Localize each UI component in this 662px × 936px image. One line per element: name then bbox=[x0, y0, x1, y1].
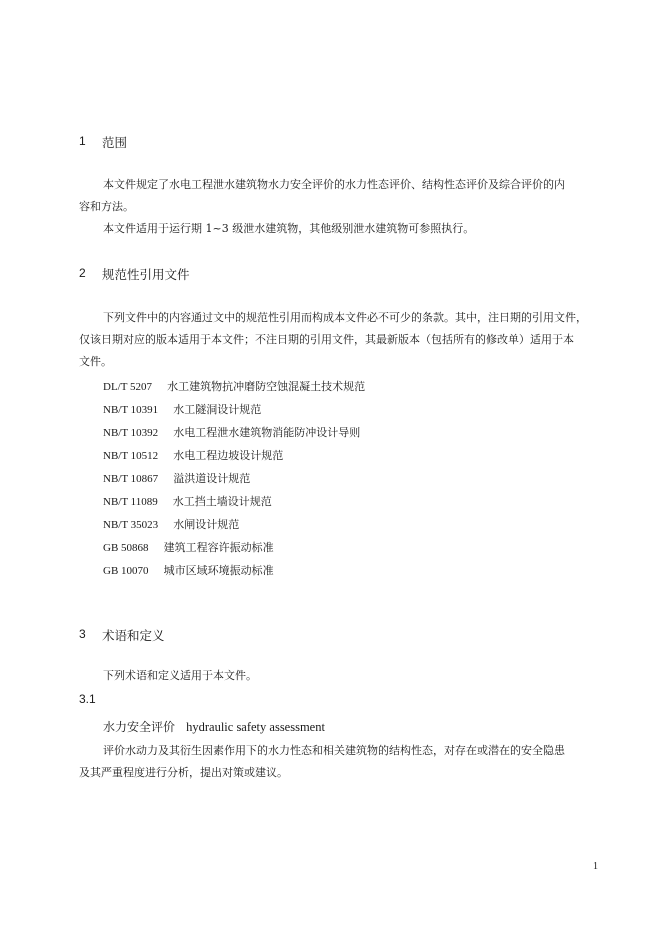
reference-code: NB/T 10391 bbox=[103, 404, 159, 416]
term-heading bbox=[103, 716, 325, 735]
paragraph-line: 本文件规定了水电工程泄水建筑物水力安全评价的水力性态评价、结构性态评价及综合评价的内 bbox=[103, 178, 565, 191]
reference-title: 水闸设计规范 bbox=[173, 518, 240, 531]
term-definition-line: 及其严重程度进行分析，提出对策或建议。 bbox=[79, 766, 288, 779]
section-3-number: 3 bbox=[79, 627, 86, 641]
paragraph-line: 下列术语和定义适用于本文件。 bbox=[103, 669, 257, 682]
page-number: 1 bbox=[593, 861, 598, 872]
reference-title: 水工挡土墙设计规范 bbox=[172, 495, 272, 508]
reference-item bbox=[103, 444, 283, 463]
reference-code: GB 50868 bbox=[103, 542, 149, 554]
term-title-cn: 水力安全评价 bbox=[103, 720, 176, 734]
reference-item bbox=[103, 375, 365, 394]
paragraph-line: 本文件适用于运行期 1~3 级泄水建筑物，其他级别泄水建筑物可参照执行。 bbox=[103, 222, 475, 235]
reference-code: NB/T 11089 bbox=[103, 496, 158, 508]
reference-item bbox=[103, 398, 261, 417]
reference-item bbox=[103, 559, 274, 578]
reference-item bbox=[103, 421, 360, 440]
reference-code: DL/T 5207 bbox=[103, 381, 152, 393]
reference-code: NB/T 10392 bbox=[103, 427, 159, 439]
section-1-title: 范围 bbox=[102, 135, 128, 150]
reference-item bbox=[103, 467, 250, 486]
paragraph-line: 容和方法。 bbox=[79, 200, 134, 213]
reference-item bbox=[103, 513, 239, 532]
section-2-number: 2 bbox=[79, 266, 86, 280]
reference-title: 水工建筑物抗冲磨防空蚀混凝土技术规范 bbox=[167, 380, 366, 393]
term-definition-line: 评价水动力及其衍生因素作用下的水力性态和相关建筑物的结构性态，对存在或潜在的安全隐患 bbox=[103, 744, 565, 757]
paragraph-line: 文件。 bbox=[79, 355, 112, 368]
reference-title: 建筑工程容许振动标准 bbox=[163, 541, 274, 554]
reference-code: NB/T 35023 bbox=[103, 519, 159, 531]
reference-title: 城市区域环境振动标准 bbox=[163, 564, 274, 577]
reference-title: 溢洪道设计规范 bbox=[173, 472, 251, 485]
section-3-title: 术语和定义 bbox=[102, 628, 165, 643]
section-1-number: 1 bbox=[79, 134, 86, 148]
reference-code: NB/T 10867 bbox=[103, 473, 159, 485]
term-number: 3.1 bbox=[79, 692, 96, 706]
term-title-en: hydraulic safety assessment bbox=[186, 720, 325, 734]
reference-title: 水电工程边坡设计规范 bbox=[173, 449, 284, 462]
paragraph-line: 下列文件中的内容通过文中的规范性引用而构成本文件必不可少的条款。其中，注日期的引用文件， bbox=[103, 311, 587, 324]
section-2-title: 规范性引用文件 bbox=[102, 267, 190, 282]
paragraph-line: 仅该日期对应的版本适用于本文件；不注日期的引用文件，其最新版本（包括所有的修改单）适用于本 bbox=[79, 333, 574, 346]
reference-code: GB 10070 bbox=[103, 565, 149, 577]
reference-item bbox=[103, 490, 272, 509]
reference-code: NB/T 10512 bbox=[103, 450, 159, 462]
reference-item bbox=[103, 536, 274, 555]
reference-title: 水电工程泄水建筑物消能防冲设计导则 bbox=[173, 426, 361, 439]
reference-title: 水工隧洞设计规范 bbox=[173, 403, 262, 416]
